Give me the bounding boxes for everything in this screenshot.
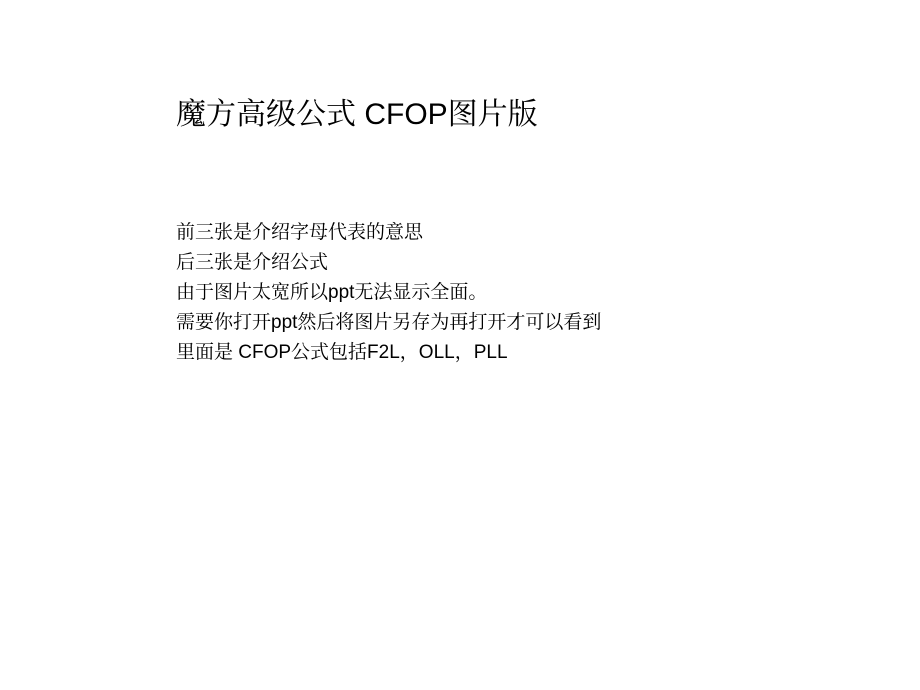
slide-title: 魔方高级公式 CFOP图片版	[176, 98, 538, 131]
body-line-3: 由于图片太宽所以ppt无法显示全面。	[176, 282, 488, 303]
body-line-2: 后三张是介绍公式	[176, 252, 329, 273]
body-line-5: 里面是 CFOP公式包括F2L，OLL，PLL	[176, 342, 508, 363]
body-line-1: 前三张是介绍字母代表的意思	[176, 222, 424, 243]
body-line-4: 需要你打开ppt然后将图片另存为再打开才可以看到	[176, 312, 602, 333]
slide-body-text	[176, 218, 856, 368]
